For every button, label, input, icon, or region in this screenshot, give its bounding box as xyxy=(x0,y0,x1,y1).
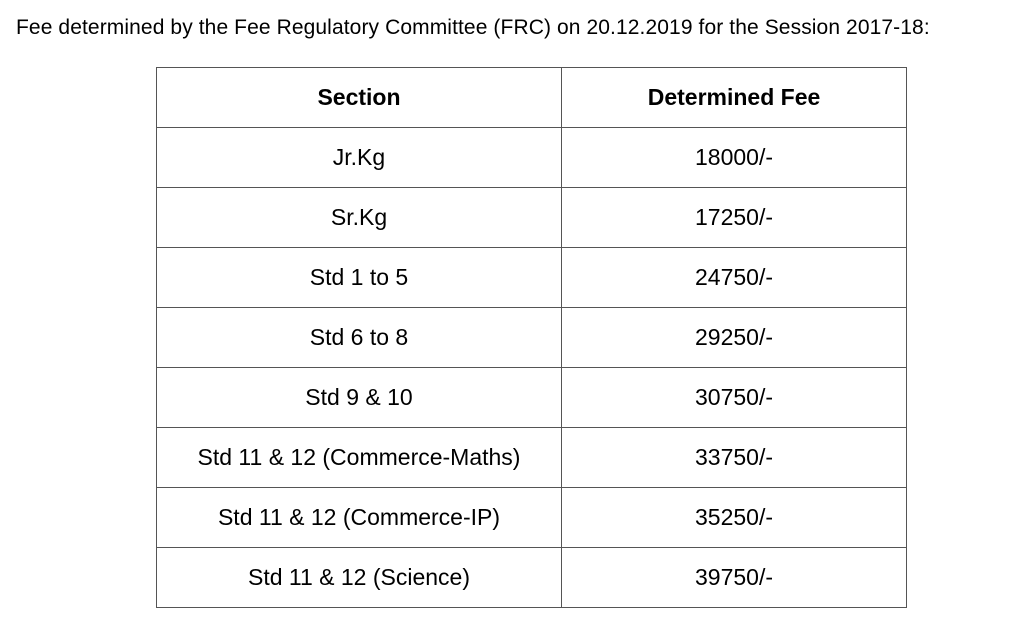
page-heading: Fee determined by the Fee Regulatory Committee (FRC) on 20.12.2019 for the Session 2017-18: xyxy=(16,16,930,39)
column-header-section: Section xyxy=(157,68,562,128)
table-row xyxy=(157,488,907,548)
section-cell: Jr.Kg xyxy=(157,128,562,188)
fee-cell: 24750/- xyxy=(562,248,907,308)
fee-cell: 33750/- xyxy=(562,428,907,488)
fee-cell: 18000/- xyxy=(562,128,907,188)
table-row xyxy=(157,128,907,188)
table-row xyxy=(157,368,907,428)
column-header-determined-fee: Determined Fee xyxy=(562,68,907,128)
table-row xyxy=(157,248,907,308)
fee-cell: 29250/- xyxy=(562,308,907,368)
section-cell: Std 11 & 12 (Commerce-Maths) xyxy=(157,428,562,488)
fee-cell: 35250/- xyxy=(562,488,907,548)
section-cell: Std 11 & 12 (Commerce-IP) xyxy=(157,488,562,548)
section-cell: Std 6 to 8 xyxy=(157,308,562,368)
table-row xyxy=(157,308,907,368)
table-header-row xyxy=(157,68,907,128)
table-row xyxy=(157,548,907,608)
table-row xyxy=(157,428,907,488)
fee-table xyxy=(156,67,907,608)
section-cell: Sr.Kg xyxy=(157,188,562,248)
fee-cell: 30750/- xyxy=(562,368,907,428)
fee-cell: 17250/- xyxy=(562,188,907,248)
section-cell: Std 9 & 10 xyxy=(157,368,562,428)
section-cell: Std 11 & 12 (Science) xyxy=(157,548,562,608)
section-cell: Std 1 to 5 xyxy=(157,248,562,308)
table-row xyxy=(157,188,907,248)
fee-cell: 39750/- xyxy=(562,548,907,608)
